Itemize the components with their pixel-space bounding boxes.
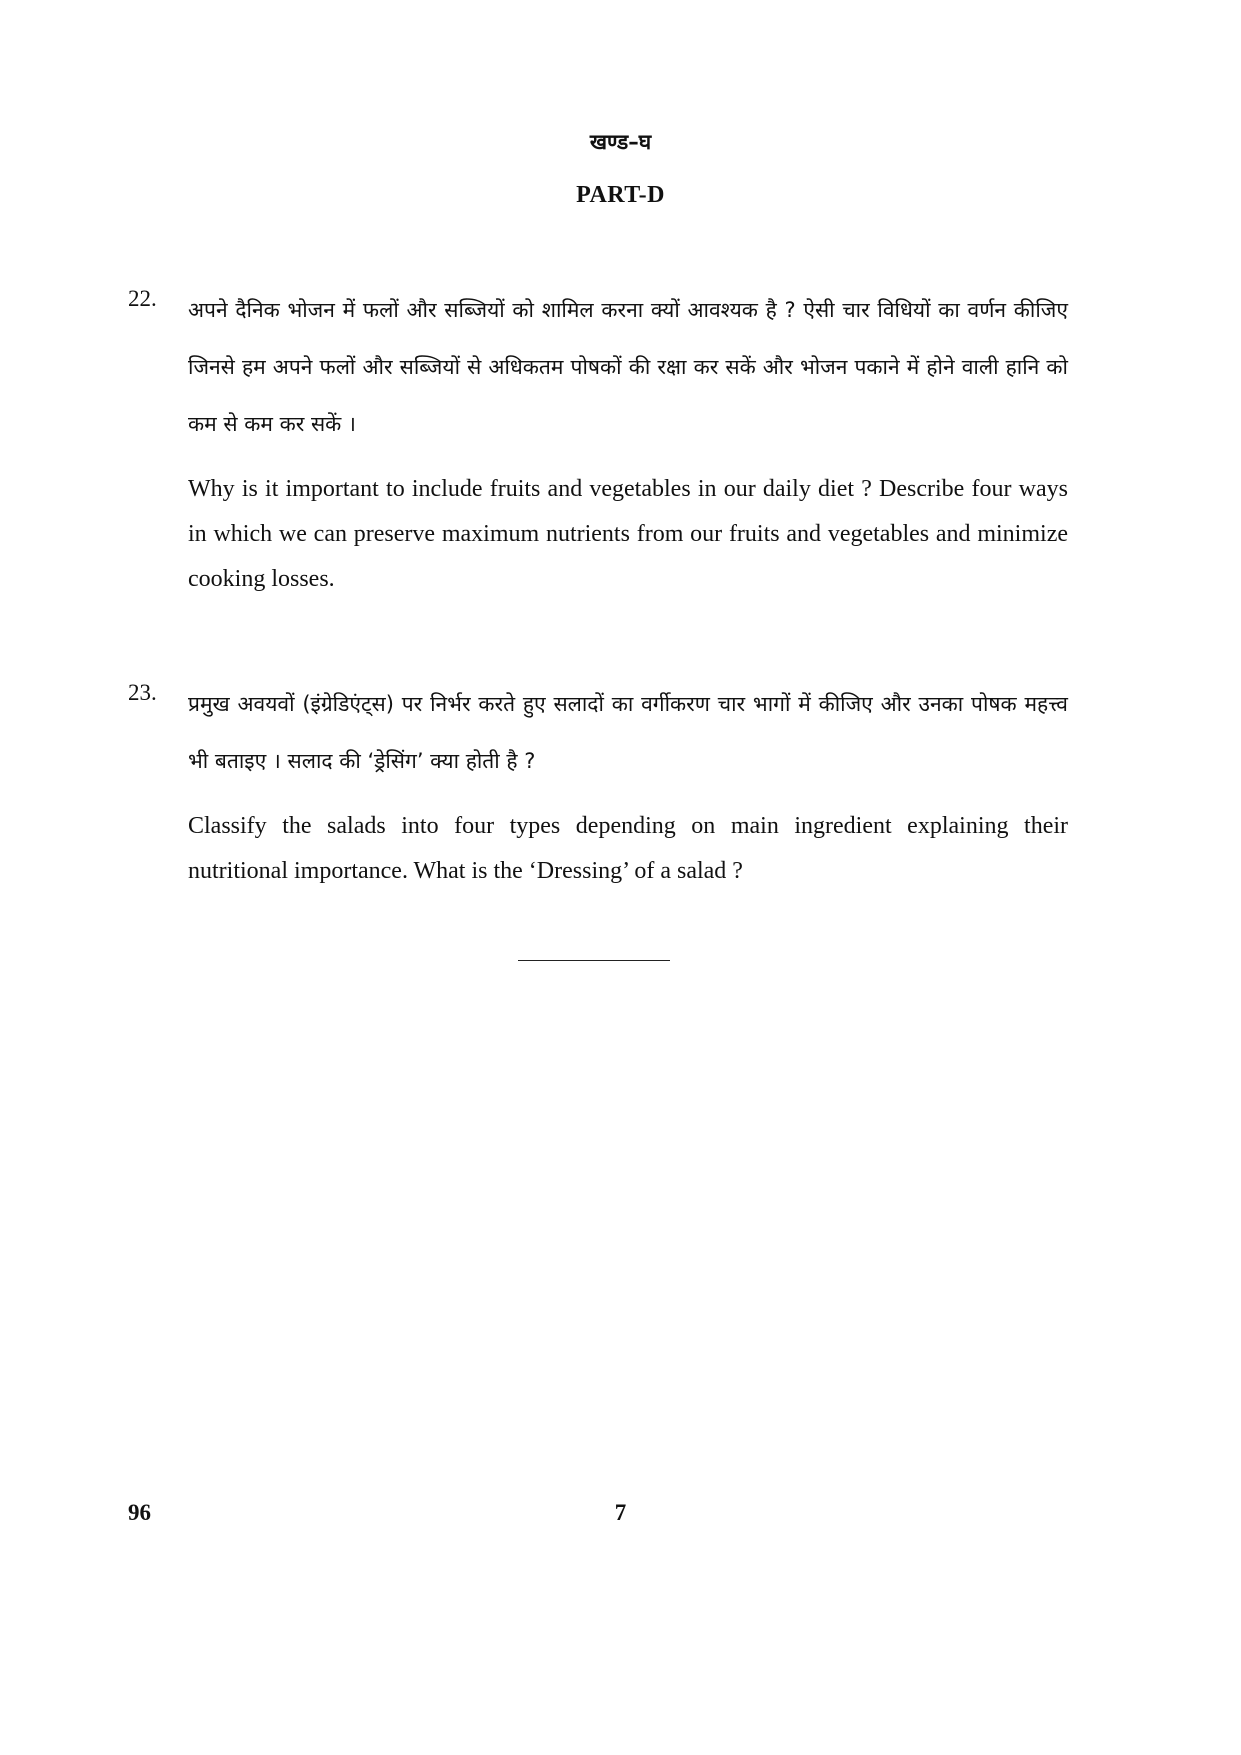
section-title-english: PART-D	[576, 182, 665, 208]
question-text-english: Classify the salads into four types depending on main ingredient explaining their nutritional importance. What is the ‘Dressing’ of a salad ?	[188, 813, 1068, 884]
section-title-hindi: खण्ड–घ	[589, 130, 652, 154]
question-text-english: Why is it important to include fruits and vegetables in our daily diet ? Describe four ways in which we can preserve maximum nutrients from our fruits and vegetables and minimize cooking losses.	[188, 476, 1068, 592]
question-23	[128, 676, 1068, 894]
question-number: 23.	[128, 680, 157, 705]
question-number: 22.	[128, 286, 157, 311]
question-text-hindi: अपने दैनिक भोजन में फलों और सब्जियों को शामिल करना क्यों आवश्यक है ? ऐसी चार विधियों का वर्णन कीजिए जिनसे हम अपने फलों और सब्जियों से अधिकतम पोषकों की रक्षा कर सकें और भोजन पकाने में होने वाली हानि को कम से कम कर सकें ।	[188, 298, 1068, 436]
page-number: 7	[614, 1500, 627, 1525]
question-body	[188, 676, 1068, 894]
paper-code: 96	[128, 1500, 151, 1525]
question-body	[188, 282, 1068, 602]
question-22	[128, 282, 1068, 602]
end-of-paper-rule	[518, 960, 670, 961]
question-text-hindi: प्रमुख अवयवों (इंग्रेडिएंट्स) पर निर्भर करते हुए सलादों का वर्गीकरण चार भागों में कीजिए और उनका पोषक महत्त्व भी बताइए । सलाद की ‘ड्रेसिंग’ क्या होती है ?	[188, 692, 1068, 773]
